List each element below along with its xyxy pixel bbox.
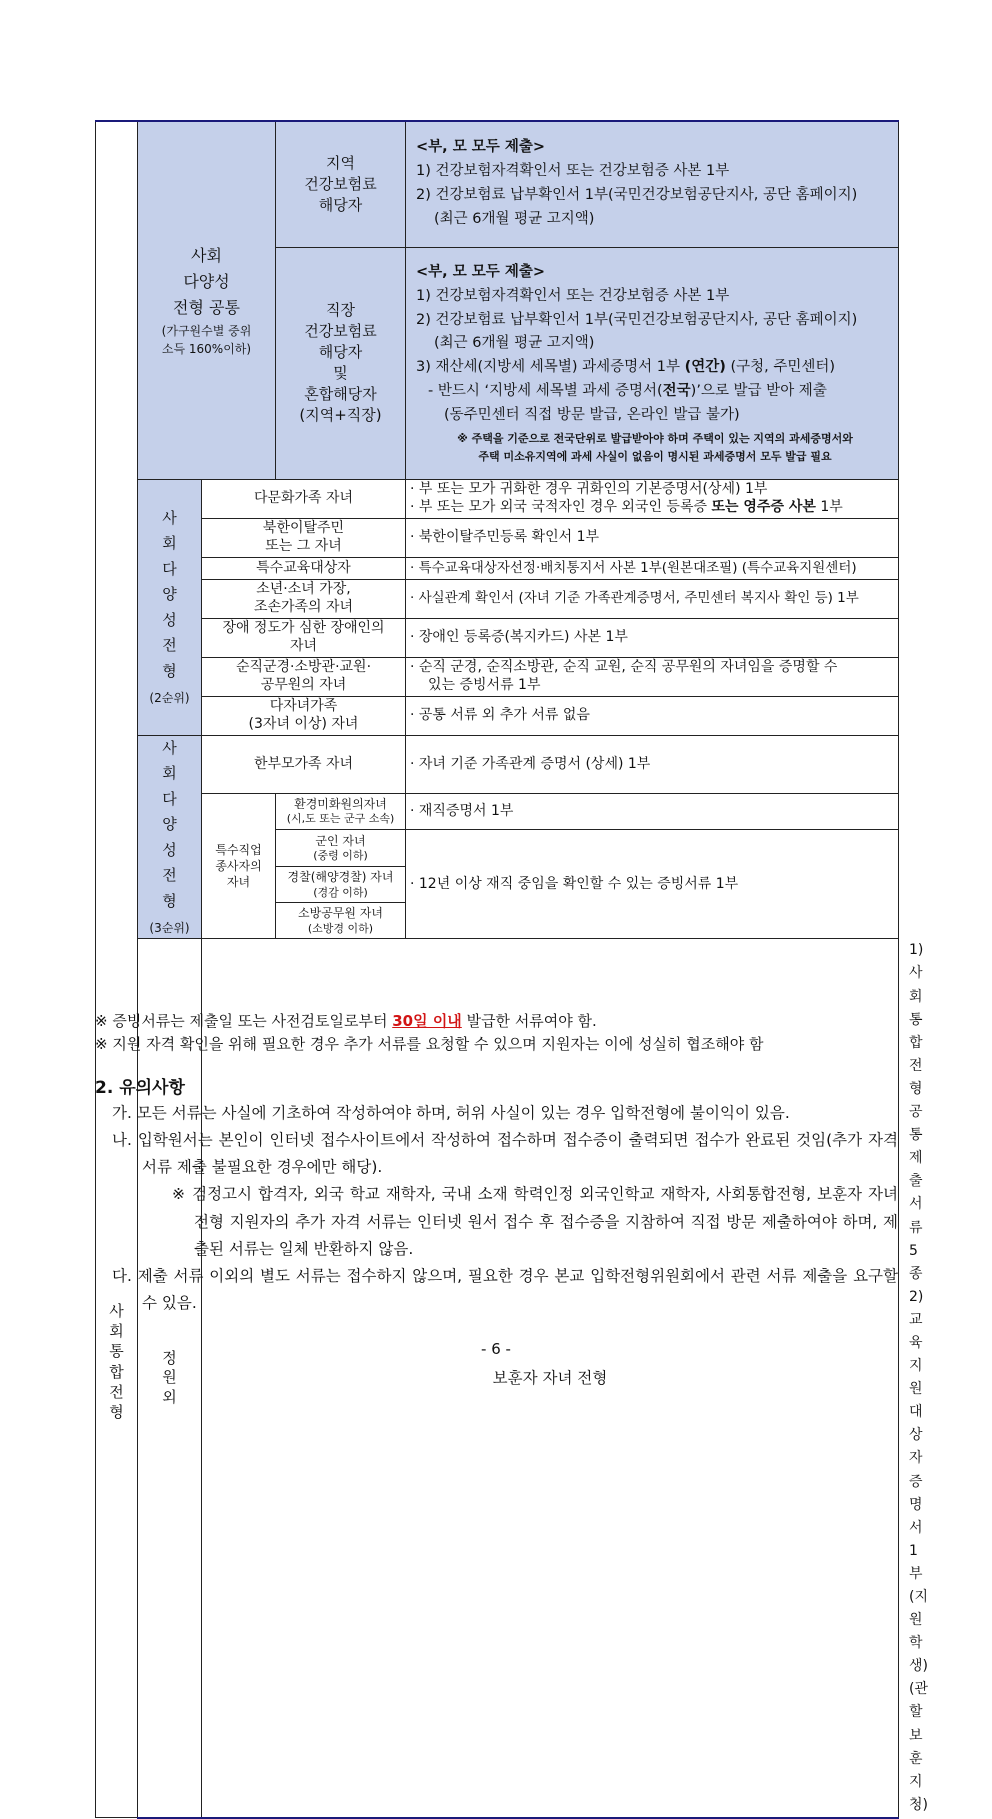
- page-number: - 6 -: [481, 1340, 511, 1358]
- special-occupation-docs: · 12년 이상 재직 중임을 확인할 수 있는 증빙서류 1부: [406, 830, 899, 939]
- firefighter-label: 소방공무원 자녀 (소방경 이하): [276, 903, 406, 939]
- youth-household-docs: · 사실관계 확인서 (자녀 기준 가족관계증명서, 주민센터 복지사 확인 등) 1부: [406, 579, 899, 618]
- caution-na: 나. 입학원서는 본인이 인터넷 접수사이트에서 작성하여 접수하며 접수증이 출력되면 접수가 완료된 것임(추가 자격 서류 제출 불필요한 경우에만 해당).: [112, 1131, 898, 1177]
- region-insurance-label: 지역 건강보험료 해당자: [276, 121, 406, 247]
- note-issue-date: ※ 증빙서류는 제출일 또는 사전검토일로부터 30일 이내 발급한 서류여야 함.: [95, 1012, 597, 1030]
- caution-na-note: ※ 검정고시 합격자, 외국 학교 재학자, 국내 소재 학력인정 외국인학교 재학자, 사회통합전형, 보훈자 자녀 전형 지원자의 추가 자격 서류는 인터넷 원서 접수 후 접수증을 지참하여 직접 방문 제출하여야 하며, 제출된 서류는 일체 반환하지 않음.: [172, 1185, 898, 1258]
- rank3-label: 사회다양성전형 (3순위): [138, 735, 202, 939]
- region-insurance-docs: <부, 모 모두 제출> 1) 건강보험자격확인서 또는 건강보험증 사본 1부 2) 건강보험료 납부확인서 1부(국민건강보험공단지사, 공단 홈페이지) (최근 6개월 평균 고지액): [406, 121, 899, 247]
- note-additional-docs: ※ 지원 자격 확인을 위해 필요한 경우 추가 서류를 요청할 수 있으며 지원자는 이에 성실히 협조해야 함: [95, 1035, 764, 1054]
- sanitation-worker-label: 환경미화원의자녀 (시,도 또는 군구 소속): [276, 793, 406, 830]
- north-korean-label: 북한이탈주민 또는 그 자녀: [202, 518, 406, 557]
- rank2-label: 사회다양성전형 (2순위): [138, 479, 202, 735]
- caution-ga: 가. 모든 서류는 사실에 기초하여 작성하여야 하며, 허위 사실이 있는 경우 입학전형에 불이익이 있음.: [112, 1104, 790, 1122]
- single-parent-label: 한부모가족 자녀: [202, 735, 406, 793]
- north-korean-docs: · 북한이탈주민등록 확인서 1부: [406, 518, 899, 557]
- multicultural-label: 다문화가족 자녀: [202, 479, 406, 518]
- multi-child-label: 다자녀가족 (3자녀 이상) 자녀: [202, 696, 406, 735]
- outer-label-social-integration: 사회통합전형: [96, 121, 138, 1818]
- common-label: 사회 다양성 전형 공통 (가구원수별 중위소득 160%이하): [138, 121, 276, 479]
- multi-child-docs: · 공통 서류 외 추가 서류 없음: [406, 696, 899, 735]
- single-parent-docs: · 자녀 기준 가족관계 증명서 (상세) 1부: [406, 735, 899, 793]
- police-label: 경찰(해양경찰) 자녀 (경감 이하): [276, 867, 406, 903]
- section-title: 2. 유의사항: [95, 1078, 185, 1098]
- table-notes: [95, 1010, 763, 1057]
- multicultural-docs: · 부 또는 모가 귀화한 경우 귀화인의 기본증명서(상세) 1부 · 부 또는 모가 외국 국적자인 경우 외국인 등록증 또는 영주증 사본 1부: [406, 479, 899, 518]
- youth-household-label: 소년·소녀 가장, 조손가족의 자녀: [202, 579, 406, 618]
- fallen-officer-docs: · 순직 군경, 순직소방관, 순직 교원, 순직 공무원의 자녀임을 증명할 수 있는 증빙서류 1부: [406, 657, 899, 696]
- special-education-docs: · 특수교육대상자선정·배치통지서 사본 1부(원본대조필) (특수교육지원센터): [406, 557, 899, 579]
- extra-quota-label: 정원외: [138, 939, 202, 1818]
- sanitation-worker-docs: · 재직증명서 1부: [406, 793, 899, 830]
- work-insurance-label: 직장 건강보험료 해당자 및 혼합해당자 (지역+직장): [276, 247, 406, 479]
- veteran-label: 보훈자 자녀 전형: [202, 939, 899, 1818]
- work-insurance-docs: <부, 모 모두 제출> 1) 건강보험자격확인서 또는 건강보험증 사본 1부 2) 건강보험료 납부확인서 1부(국민건강보험공단지사, 공단 홈페이지) (최근 6개월 평균 고지액) 3) 재산세(지방세 세목별) 과세증명서 1부 (연간) (구청, 주민센터) - 반드시 ‘지방세 세목별 과세 증명서(전국)’으로 발급 받아 제출 (동주민센터 직접 방문 발급, 온라인 발급 불가) ※ 주택을 기준으로 전국단위로 발급받아야 하며 주택이 있는 지역의 과세증명서와 주택 미소유지역에 과세 사실이 없음이 명시된 과세증명서 모두 발급 필요: [406, 247, 899, 479]
- fallen-officer-label: 순직군경·소방관·교원· 공무원의 자녀: [202, 657, 406, 696]
- caution-da: 다. 제출 서류 이외의 별도 서류는 접수하지 않으며, 필요한 경우 본교 입학전형위원회에서 관련 서류 제출을 요구할 수 있음.: [112, 1266, 898, 1312]
- special-occupation-label: 특수직업 종사자의 자녀: [202, 793, 276, 939]
- special-education-label: 특수교육대상자: [202, 557, 406, 579]
- caution-list: [112, 1100, 898, 1317]
- disabled-parent-label: 장애 정도가 심한 장애인의 자녀: [202, 618, 406, 657]
- disabled-parent-docs: · 장애인 등록증(복지카드) 사본 1부: [406, 618, 899, 657]
- military-label: 군인 자녀 (중령 이하): [276, 830, 406, 867]
- document-table: 사회통합전형 사회 다양성 전형 공통 (가구원수별 중위소득 160%이하) 지역 건강보험료 해당자 <부, 모 모두 제출> 1) 건강보험자격확인서 또는 건강보험증 사본 1부 2) 건강보험료 납부확인서 1부(국민건강보험공단지사, 공단 홈페이지) (최근 6개월 평균 고지액) 직장 건강보험료 해당자 및 혼합해당자 (지역+직장) <부, 모 모두 제출> 1) 건강보험자격확인서 또는 건강보험증 사본 1부 2) 건강보험료 납부확인서 1부(국민건강보험공단지사, 공단 홈페이지) (최근 6개월 평균 고지액) 3) 재산세(지방세 세목별) 과세증명서 1부 (연간) (구청, 주민센터) - 반드시 ‘지방세 세목별 과세 증명서(전국)’으로 발급 받아 제출 (동주민센터 직접 방문 발급, 온라인 발급 불가) ※ 주택을 기준으로 전국단위로 발급받아야 하며 주택이 있는 지역의 과세증명서와 주택 미소유지역에 과세 사실이 없음이 명시된 과세증명서 모두 발급 필요 사회다양성전형 (2순위) 다문화가족 자녀 · 부 또는 모가 귀화한 경우 귀화인의 기본증명서(상세) 1부 · 부 또는 모가 외국 국적자인 경우 외국인 등록증 또는 영주증 사본 1부 북한이탈주민 또는 그 자녀 · 북한이탈주민등록 확인서 1부 특수교육대상자 · 특수교육대상자선정·배치통지서 사본 1부(원본대조필) (특수교육지원센터) 소년·소녀 가장, 조손가족의 자녀 · 사실관계 확인서 (자녀 기준 가족관계증명서, 주민센터 복지사 확인 등) 1부 장애 정도가 심한 장애인의 자녀 · 장애인 등록증(복지카드) 사본 1부 순직군경·소방관·교원· 공무원의 자녀 · 순직 군경, 순직소방관, 순직 교원, 순직 공무원의 자녀임을 증명할 수 있는 증빙서류 1부 다자녀가족 (3자녀 이상) 자녀 · 공통 서류 외 추가 서류 없음 사회다양성전형 (3순위) 한부모가족 자녀 · 자녀 기준 가족관계 증명서 (상세) 1부 특수직업 종사자의 자녀 환경미화원의자녀 (시,도 또는 군구 소속) · 재직증명서 1부 군인 자녀 (중령 이하) · 12년 이상 재직 중임을 확인할 수 있는 증빙서류 1부 경찰(해양경찰) 자녀 (경감 이하) 소방공무원 자녀 (소방경 이하) 정원외 보훈자 자녀 전형 1) 사회통합전형 공통 제출 서류 5종 2) 교육지원대상자증명서 1부 (지원 학생) (관할 보훈지청): [95, 120, 899, 1819]
